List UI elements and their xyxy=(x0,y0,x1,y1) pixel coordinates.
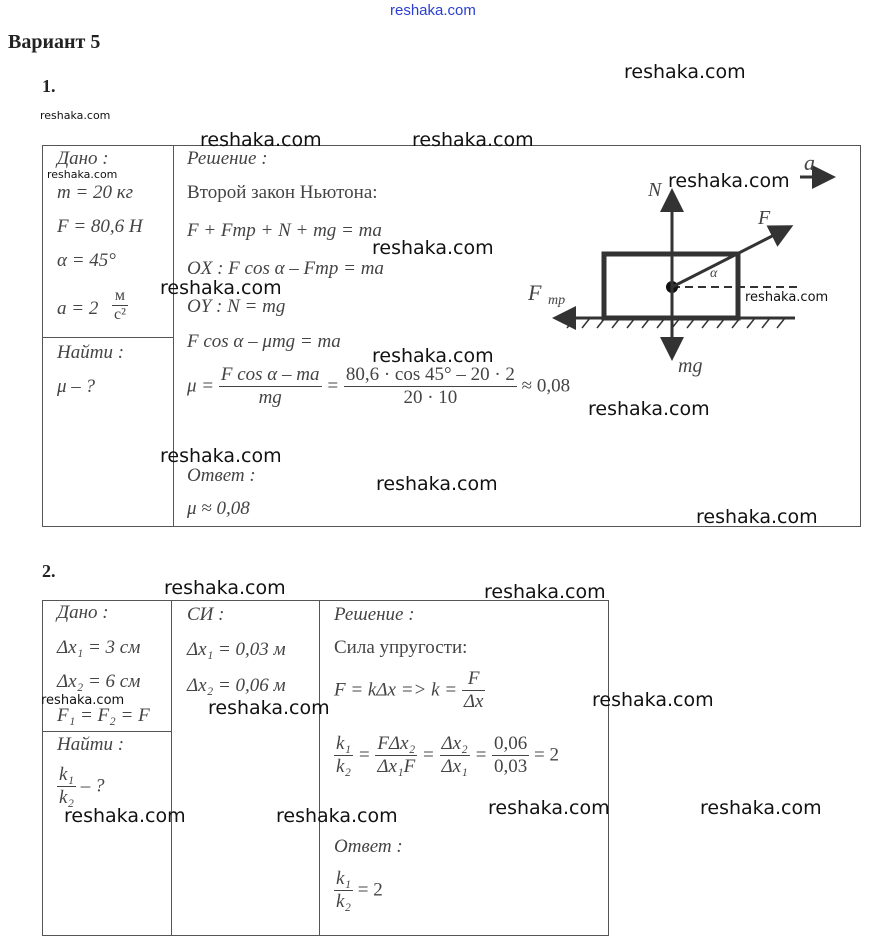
si-dx2: Δx₂ = 0,06 м xyxy=(187,675,286,696)
gravity-label: mg xyxy=(678,355,703,377)
si-dx1: Δx₁ = 0,03 м xyxy=(187,639,286,660)
ratio-n4: 0,06 xyxy=(494,733,528,754)
task1-solution-label: Решение : xyxy=(187,148,268,169)
friction-subscript: тр xyxy=(548,293,566,308)
task2-given-divider xyxy=(42,731,171,732)
acceleration-label: a xyxy=(804,150,815,175)
mu-equals: = xyxy=(326,375,340,397)
watermark: reshaka.com xyxy=(700,797,822,819)
task2-answer xyxy=(334,868,383,913)
ratio-eq-1: = xyxy=(357,744,371,766)
hooke-denominator: Δx xyxy=(463,691,484,712)
given-force: F = 80,6 Н xyxy=(57,216,143,237)
find-numerator: k₁ xyxy=(59,764,75,785)
ratio-n3: Δx₂ xyxy=(441,733,468,754)
newton-law-text: Второй закон Ньютона: xyxy=(187,182,378,203)
ratio-d2: Δx₁F xyxy=(377,756,416,777)
watermark: reshaka.com xyxy=(624,61,746,83)
watermark: reshaka.com xyxy=(668,170,790,192)
given-acceleration: a = 2 xyxy=(57,298,99,319)
applied-force-label: F xyxy=(758,207,771,229)
watermark: reshaka.com xyxy=(40,109,111,122)
vector-equation: F + Fтр + N + mg = ma xyxy=(187,220,382,241)
friction-label: F xyxy=(528,280,542,305)
task1-column-divider xyxy=(173,145,174,527)
mu-denominator-1: mg xyxy=(258,387,282,408)
watermark: reshaka.com xyxy=(160,445,282,467)
task2-find xyxy=(57,764,105,809)
task2-find-label: Найти : xyxy=(57,734,125,755)
watermark: reshaka.com xyxy=(160,277,282,299)
mu-lhs: μ = xyxy=(187,375,215,397)
given-mass: m = 20 кг xyxy=(57,182,134,203)
task1-given-divider xyxy=(42,337,173,338)
watermark: reshaka.com xyxy=(41,693,125,708)
mu-denominator-2: 20 · 10 xyxy=(403,387,458,408)
watermark: reshaka.com xyxy=(588,398,710,420)
normal-force-label: N xyxy=(648,179,662,201)
watermark: reshaka.com xyxy=(200,129,322,151)
ratio-result: = 2 xyxy=(534,744,559,766)
find-denominator: k₂ xyxy=(59,787,75,808)
watermark: reshaka.com xyxy=(164,577,286,599)
ratio-n1: k₁ xyxy=(336,733,352,754)
find-question: – ? xyxy=(80,775,105,797)
watermark: reshaka.com xyxy=(372,237,494,259)
answer-result: = 2 xyxy=(357,879,383,901)
ratio-equation xyxy=(334,733,559,778)
hooke-numerator: F xyxy=(462,668,486,691)
mu-numerator-1: F cos α – ma xyxy=(220,364,320,385)
page-title: Вариант 5 xyxy=(8,31,101,53)
answer-denominator: k₂ xyxy=(336,891,352,912)
task1-find-label: Найти : xyxy=(57,342,125,363)
task1-given-label: Дано : xyxy=(57,148,109,169)
given-angle: α = 45° xyxy=(57,250,116,271)
given-dx2: Δx₂ = 6 см xyxy=(57,671,141,692)
mu-formula xyxy=(187,364,570,409)
alpha-label: α xyxy=(710,266,718,281)
mu-numerator-2: 80,6 · cos 45° – 20 · 2 xyxy=(345,364,515,385)
task2-answer-label: Ответ : xyxy=(334,836,403,857)
ratio-n2: FΔx₂ xyxy=(377,733,416,754)
given-acc-unit xyxy=(112,287,128,324)
watermark: reshaka.com xyxy=(376,473,498,495)
watermark: reshaka.com xyxy=(484,581,606,603)
task2-given-label: Дано : xyxy=(57,602,109,623)
task1-answer-label: Ответ : xyxy=(187,465,256,486)
given-forces: F₁ = F₂ = F xyxy=(57,705,150,726)
task1-number: 1. xyxy=(42,76,56,96)
ratio-d3: Δx₁ xyxy=(441,756,468,777)
watermark: reshaka.com xyxy=(47,168,118,181)
unit-numerator: м xyxy=(112,287,128,306)
task1-find: μ – ? xyxy=(57,376,96,397)
elastic-force-text: Сила упругости: xyxy=(334,637,468,658)
watermark: reshaka.com xyxy=(276,805,398,827)
task1-answer: μ ≈ 0,08 xyxy=(187,498,250,519)
friction-equation: F cos α – μmg = ma xyxy=(187,331,341,352)
task2-number: 2. xyxy=(42,561,56,581)
watermark: reshaka.com xyxy=(592,689,714,711)
watermark: reshaka.com xyxy=(696,506,818,528)
task2-divider-1 xyxy=(171,600,172,936)
hooke-law-equation xyxy=(334,668,485,713)
ox-equation: OX : F cos α – Fтр = ma xyxy=(187,258,384,279)
si-label: СИ : xyxy=(187,604,225,625)
watermark: reshaka.com xyxy=(208,697,330,719)
answer-numerator: k₁ xyxy=(336,868,352,889)
watermark: reshaka.com xyxy=(64,805,186,827)
ratio-d4: 0,03 xyxy=(494,756,528,777)
ratio-d1: k₂ xyxy=(336,756,352,777)
task2-solution-label: Решение : xyxy=(334,604,415,625)
site-link[interactable]: reshaka.com xyxy=(390,2,476,19)
mu-result: ≈ 0,08 xyxy=(521,375,571,397)
hooke-left: F = kΔx => k = xyxy=(334,679,458,701)
ratio-eq-2: = xyxy=(421,744,435,766)
task2-divider-2 xyxy=(319,600,320,936)
applied-force-arrow xyxy=(672,228,788,287)
watermark: reshaka.com xyxy=(745,290,829,305)
unit-denominator: с² xyxy=(114,306,126,323)
oy-equation: OY : N = mg xyxy=(187,296,286,317)
watermark: reshaka.com xyxy=(372,345,494,367)
given-dx1: Δx₁ = 3 см xyxy=(57,637,141,658)
ratio-eq-3: = xyxy=(474,744,488,766)
watermark: reshaka.com xyxy=(412,129,534,151)
watermark: reshaka.com xyxy=(488,797,610,819)
